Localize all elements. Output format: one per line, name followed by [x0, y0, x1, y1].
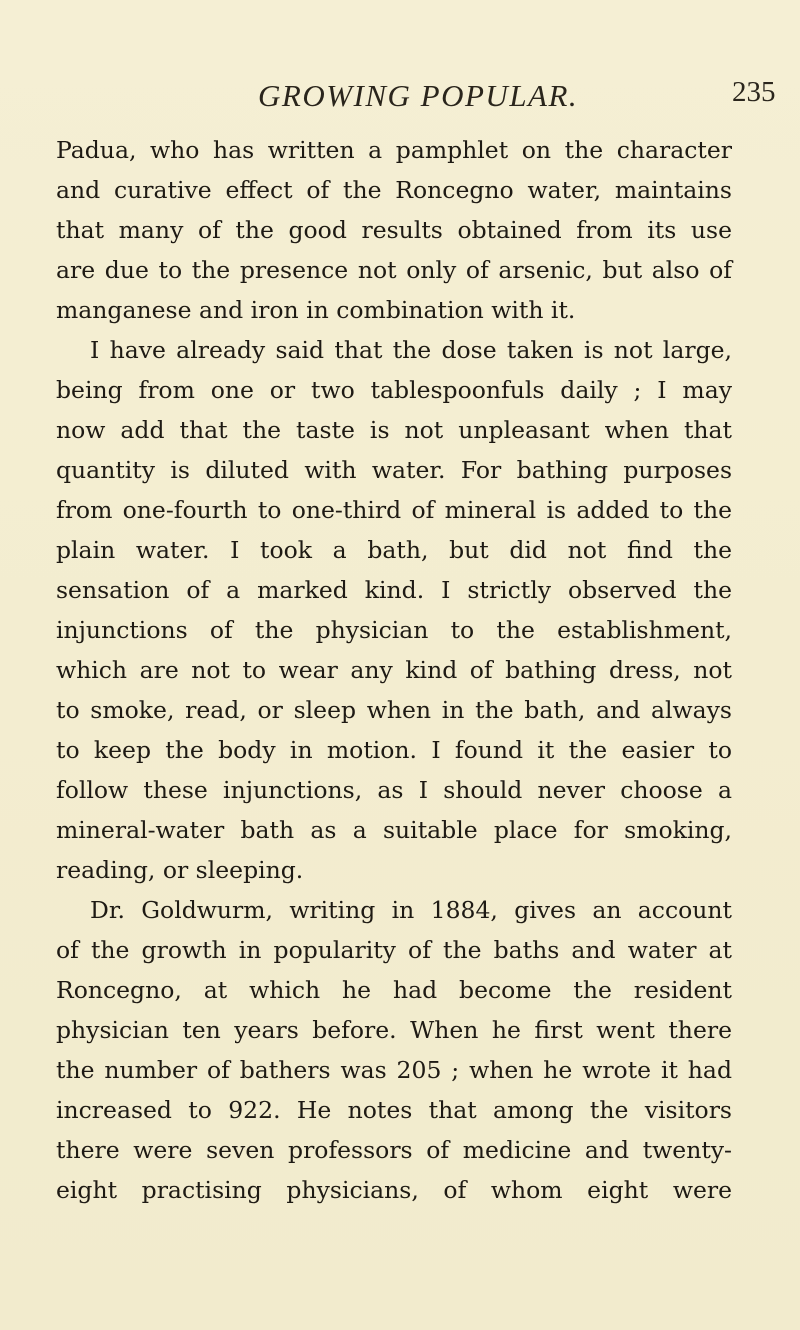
text-line: reading, or sleeping. [56, 856, 304, 884]
text-line: and curative effect of the Roncegno water, maintains [56, 176, 732, 204]
text-line: the number of bathers was 205 ; when he wrote it had [56, 1056, 732, 1084]
text-line: now add that the taste is not unpleasant when that [56, 416, 732, 444]
text-line: I have already said that the dose taken is not large, [90, 336, 732, 364]
text-line: eight practising physicians, of whom eight were [56, 1176, 732, 1204]
page-number: 235 [732, 76, 776, 108]
text-line: quantity is diluted with water. For bathing purposes [56, 456, 732, 484]
text-line: being from one or two tablespoonfuls daily ; I may [56, 376, 732, 404]
text-line: there were seven professors of medicine and twenty- [56, 1136, 732, 1164]
text-line: manganese and iron in combination with it. [56, 296, 576, 324]
text-line: that many of the good results obtained from its use [56, 216, 732, 244]
text-line: of the growth in popularity of the baths and water at [56, 936, 732, 964]
text-line: Roncegno, at which he had become the resident [56, 976, 732, 1004]
text-line: plain water. I took a bath, but did not find the [56, 536, 732, 564]
text-line: increased to 922. He notes that among the visitors [56, 1096, 732, 1124]
text-line: mineral-water bath as a suitable place for smoking, [56, 816, 732, 844]
running-head: GROWING POPULAR. [258, 78, 579, 113]
text-line: Padua, who has written a pamphlet on the character [56, 136, 732, 164]
text-line: follow these injunctions, as I should never choose a [56, 776, 732, 804]
text-line: from one-fourth to one-third of mineral is added to the [56, 496, 732, 524]
text-line: which are not to wear any kind of bathing dress, not [56, 656, 732, 684]
text-line: sensation of a marked kind. I strictly observed the [56, 576, 732, 604]
text-line: to keep the body in motion. I found it the easier to [56, 736, 732, 764]
text-line: are due to the presence not only of arsenic, but also of [56, 256, 732, 284]
text-line: injunctions of the physician to the establishment, [56, 616, 732, 644]
text-line: physician ten years before. When he first went there [56, 1016, 732, 1044]
text-line: to smoke, read, or sleep when in the bath, and always [56, 696, 732, 724]
text-line: Dr. Goldwurm, writing in 1884, gives an account [90, 896, 732, 924]
